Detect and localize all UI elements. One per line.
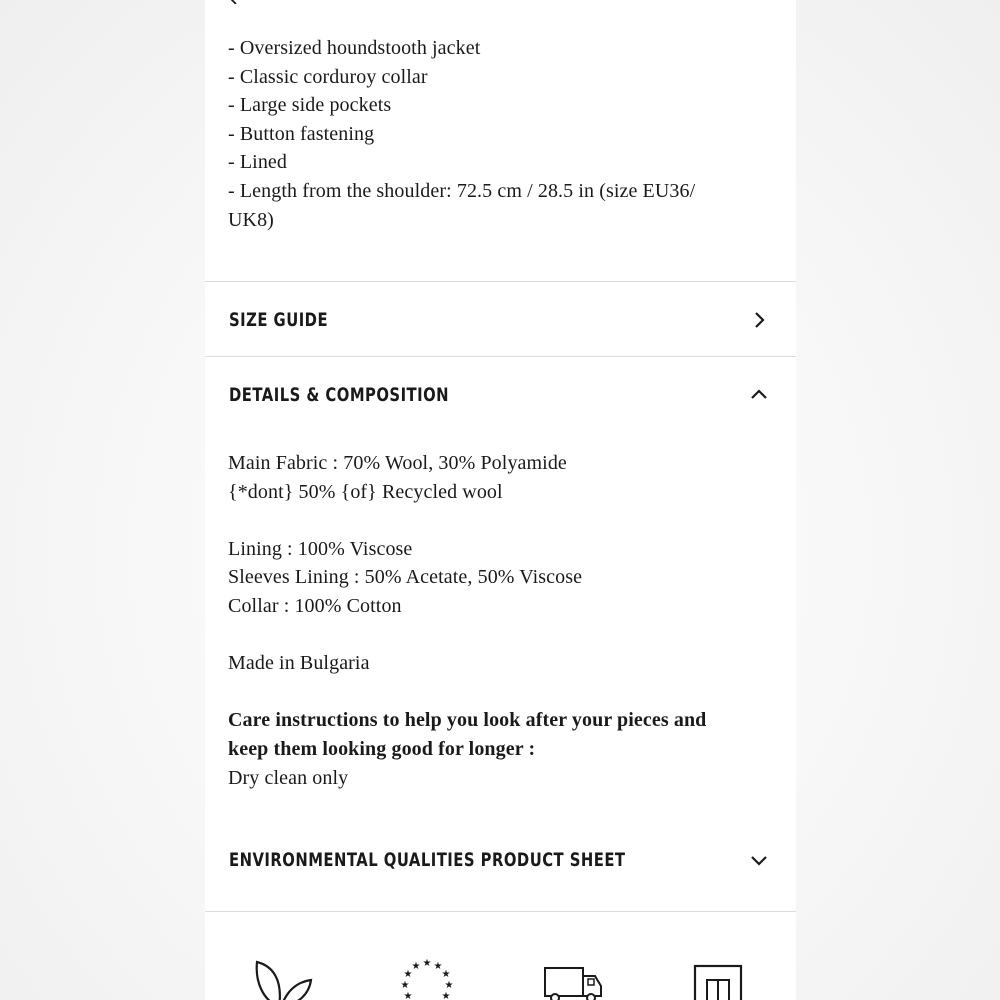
divider: [205, 281, 796, 282]
environmental-row[interactable]: [205, 823, 796, 897]
menu-icon[interactable]: [746, 0, 768, 4]
details-composition-row[interactable]: [205, 358, 796, 432]
chevron-down-icon: [750, 851, 768, 869]
badges-row: [205, 952, 796, 1000]
size-guide-label: SIZE GUIDE: [229, 309, 329, 331]
product-details-panel: [205, 0, 796, 1000]
lining-text: Lining : 100% Viscose: [228, 537, 413, 560]
svg-text:★: ★: [403, 969, 413, 980]
description-line: - Button fastening: [228, 122, 375, 145]
divider: [205, 356, 796, 357]
composition-content: [228, 449, 773, 792]
top-bar: [205, 0, 796, 10]
svg-text:★: ★: [411, 961, 421, 972]
eu-stars-icon: [395, 952, 459, 1000]
description-line: - Classic corduroy collar: [228, 65, 428, 88]
svg-text:★: ★: [403, 991, 413, 1000]
svg-text:★: ★: [433, 961, 443, 972]
care-heading: Care instructions to help you look after your pieces and: [228, 709, 707, 732]
leaf-icon: [249, 952, 313, 1000]
description-line: - Large side pockets: [228, 94, 392, 117]
delivery-truck-icon: [541, 952, 605, 1000]
svg-text:★: ★: [441, 969, 451, 980]
main-fabric-text: Main Fabric : 70% Wool, 30% Polyamide: [228, 452, 567, 474]
spacer: [228, 678, 773, 707]
description-line: - Lined: [228, 151, 288, 174]
size-guide-row[interactable]: [205, 283, 796, 357]
made-in-text: Made in Bulgaria: [228, 652, 370, 675]
sleeves-lining-text: Sleeves Lining : 50% Acetate, 50% Viscose: [228, 566, 583, 589]
collar-text: Collar : 100% Cotton: [228, 594, 402, 617]
store-door-icon: [687, 952, 751, 1000]
description-line: - Length from the shoulder: 72.5 cm / 28.5 in (size EU36/: [228, 179, 696, 202]
spacer: [228, 506, 773, 535]
care-heading: keep them looking good for longer :: [228, 737, 536, 760]
recycled-text: {*dont} 50% {of} Recycled wool: [228, 480, 503, 503]
spacer: [228, 621, 773, 650]
description-line: - Oversized houndstooth jacket: [228, 37, 481, 59]
svg-text:★: ★: [441, 991, 451, 1000]
back-arrow-icon[interactable]: [227, 0, 239, 4]
details-composition-label: DETAILS & COMPOSITION: [229, 384, 450, 406]
product-description: [228, 34, 773, 234]
svg-text:★: ★: [422, 958, 432, 969]
svg-text:★: ★: [444, 980, 454, 991]
environmental-label: ENVIRONMENTAL QUALITIES PRODUCT SHEET: [229, 849, 626, 871]
description-line: UK8): [228, 208, 274, 231]
chevron-up-icon: [750, 386, 768, 404]
divider: [205, 911, 796, 912]
svg-text:★: ★: [400, 980, 410, 991]
chevron-right-icon: [750, 311, 768, 329]
care-text: Dry clean only: [228, 766, 349, 789]
